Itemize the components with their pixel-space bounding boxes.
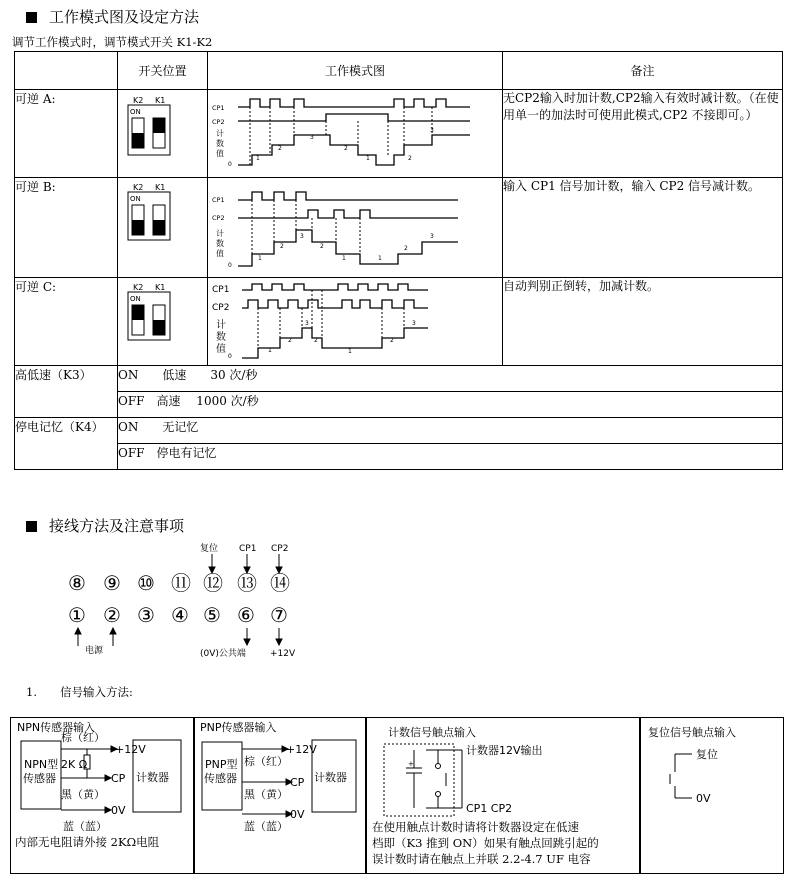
cp2-label: CP2: [212, 303, 230, 313]
reset-label: 复位: [696, 748, 718, 761]
count-char-2: 数: [216, 332, 226, 343]
svg-text:3: 3: [430, 233, 434, 240]
contact-note-3: 误计数时请在触点上并联 2.2-4.7 UF 电容: [372, 852, 591, 866]
contact-title: 计数信号触点输入: [388, 726, 476, 739]
count-char-2: 数: [216, 239, 224, 248]
pin-4: ④: [171, 603, 189, 627]
mode-diagram-b: [208, 178, 503, 278]
svg-text:1: 1: [366, 155, 370, 162]
timing-diagram-c: [208, 278, 502, 362]
pnp-sensor-line2: 传感器: [204, 772, 237, 785]
svg-text:2: 2: [280, 243, 284, 250]
pin-9: ⑨: [103, 571, 121, 595]
timing-diagram-b: [208, 178, 502, 274]
bullet-square-icon: [26, 12, 37, 23]
mode-table: [14, 51, 783, 470]
header-switch-pos: 开关位置: [118, 52, 208, 90]
power-label: 电源: [85, 646, 104, 656]
table-header-row: [15, 52, 783, 90]
svg-text:1: 1: [342, 255, 346, 262]
count-char-3: 值: [216, 249, 224, 258]
remark-b: 输入 CP1 信号加计数，输入 CP2 信号减计数。: [503, 178, 783, 278]
header-empty: [15, 52, 118, 90]
contact-note-2: 档即（K3 推到 ON）如果有触点回跳引起的: [372, 836, 599, 850]
npn-note: 内部无电阻请外接 2KΩ电阻: [15, 835, 160, 849]
pin-3: ③: [137, 603, 155, 627]
cp2-label: CP2: [212, 118, 225, 126]
row-label: 可逆 A:: [15, 90, 118, 178]
cp1-label: CP1: [212, 196, 225, 204]
switch-cell: [118, 278, 208, 366]
pnp-sensor-line1: PNP型: [205, 758, 238, 771]
k2-label: K2: [133, 96, 144, 105]
pin-11: ⑪: [171, 571, 191, 595]
header-remarks: 备注: [503, 52, 783, 90]
mode-diagram-c: [208, 278, 503, 366]
reset-input-box: [639, 717, 784, 874]
table-row: [15, 278, 783, 366]
switch-cell: [118, 178, 208, 278]
pin-1: ①: [68, 603, 86, 627]
section-title-wiring: 接线方法及注意事项: [26, 515, 184, 536]
contact-input-box: [365, 717, 641, 874]
header-mode-diagram: 工作模式图: [208, 52, 503, 90]
npn-wiring-diagram: [11, 718, 194, 873]
npn-counter: 计数器: [136, 771, 169, 784]
speed-off: OFF 高速 1000 次/秒: [118, 392, 783, 418]
npn-title: NPN传感器输入: [17, 721, 96, 734]
reset-wiring-diagram: [640, 718, 783, 873]
contact-cps: CP1 CP2: [466, 802, 513, 815]
contact-out: 计数器12V输出: [466, 744, 543, 757]
plus12-label: +12V: [270, 649, 296, 659]
pin-6: ⑥: [237, 603, 255, 627]
count-char-2: 数: [216, 139, 224, 148]
bullet-square-icon: [26, 521, 37, 532]
reset-pin-label: 复位: [200, 544, 219, 554]
dip-switch-a-icon: [118, 90, 206, 174]
npn-sensor-line2: 传感器: [23, 772, 56, 785]
svg-text:2: 2: [320, 243, 324, 250]
count-char-3: 值: [216, 344, 226, 355]
dip-switch-b-icon: [118, 178, 206, 268]
contact-wiring-diagram: [366, 718, 640, 873]
npn-input-box: [10, 717, 195, 874]
speed-on: ON 低速 30 次/秒: [118, 366, 783, 392]
pnp-input-box: [193, 717, 367, 874]
pin-5: ⑤: [203, 603, 221, 627]
svg-text:1: 1: [348, 348, 352, 355]
pin-diagram: [60, 540, 310, 665]
npn-blue: 蓝（蓝）: [63, 820, 107, 833]
pin-10: ⑩: [137, 571, 155, 595]
zero-label: 0: [228, 161, 232, 168]
svg-text:2: 2: [404, 245, 408, 252]
section-subtitle: 调节工作模式时，调节模式开关 K1-K2: [12, 35, 213, 49]
row-label: 可逆 C:: [15, 278, 118, 366]
svg-text:1: 1: [256, 155, 260, 162]
contact-note-1: 在使用触点计数时请将计数器设定在低速: [372, 820, 579, 834]
k2-label: K2: [133, 283, 144, 292]
memory-off: OFF 停电有记忆: [118, 444, 783, 470]
count-char-3: 值: [216, 149, 224, 158]
pin-8: ⑧: [68, 571, 86, 595]
svg-text:2: 2: [288, 337, 292, 344]
pnp-12v: +12V: [286, 743, 317, 756]
remark-c: 自动判别正倒转，加减计数。: [503, 278, 783, 366]
table-row: [15, 392, 783, 418]
section-title-modes: 工作模式图及设定方法: [26, 6, 199, 27]
svg-text:2: 2: [408, 155, 412, 162]
npn-black: 黑（黄）: [61, 788, 105, 801]
reset-0v: 0V: [696, 792, 711, 805]
table-row: [15, 444, 783, 470]
svg-text:3: 3: [430, 127, 434, 134]
count-char-1: 计: [216, 229, 224, 238]
cp2-pin-label: CP2: [271, 544, 289, 554]
svg-text:2: 2: [314, 337, 318, 344]
cp1-label: CP1: [212, 104, 225, 112]
npn-cp: CP: [111, 772, 126, 785]
svg-text:+: +: [408, 760, 414, 768]
timing-diagram-a: [208, 90, 502, 174]
speed-label: 高低速（K3）: [15, 366, 118, 418]
table-row: [15, 418, 783, 444]
pnp-blue: 蓝（蓝）: [244, 820, 288, 833]
cp1-label: CP1: [212, 285, 230, 295]
zero-label: 0: [228, 353, 232, 360]
pnp-brown: 棕（红）: [244, 755, 288, 768]
zero-label: 0: [228, 262, 232, 269]
signal-input-title: 1. 信号输入方法:: [26, 685, 133, 699]
svg-text:3: 3: [305, 320, 309, 327]
memory-label: 停电记忆（K4）: [15, 418, 118, 470]
pnp-cp: CP: [290, 776, 305, 789]
table-row: [15, 178, 783, 278]
k2-label: K2: [133, 183, 144, 192]
memory-on: ON 无记忆: [118, 418, 783, 444]
svg-text:3: 3: [310, 134, 314, 141]
k1-label: K1: [155, 283, 166, 292]
svg-text:3: 3: [300, 233, 304, 240]
svg-text:3: 3: [412, 320, 416, 327]
pnp-wiring-diagram: [194, 718, 366, 873]
npn-12v: +12V: [115, 743, 146, 756]
on-label: ON: [130, 108, 141, 116]
on-label: ON: [130, 195, 141, 203]
svg-text:2: 2: [390, 337, 394, 344]
common-label: (0V)公共端: [200, 649, 246, 659]
pin-2: ②: [103, 603, 121, 627]
table-row: [15, 90, 783, 178]
k1-label: K1: [155, 96, 166, 105]
svg-text:1: 1: [258, 255, 262, 262]
pnp-title: PNP传感器输入: [200, 721, 277, 734]
mode-diagram-a: [208, 90, 503, 178]
dip-switch-c-icon: [118, 278, 206, 362]
pnp-black: 黑（黄）: [244, 788, 288, 801]
pin-13: ⑬: [237, 571, 257, 595]
on-label: ON: [130, 295, 141, 303]
count-char-1: 计: [216, 320, 226, 331]
cp1-pin-label: CP1: [239, 544, 257, 554]
k1-label: K1: [155, 183, 166, 192]
switch-cell: [118, 90, 208, 178]
count-char-1: 计: [216, 129, 224, 138]
svg-text:2: 2: [278, 145, 282, 152]
npn-resistor: 2K Ω: [61, 758, 88, 771]
svg-text:1: 1: [268, 347, 272, 354]
pin-12: ⑫: [203, 571, 223, 595]
npn-0v: 0V: [111, 804, 126, 817]
reset-title: 复位信号触点输入: [648, 726, 736, 739]
remark-a: 无CP2输入时加计数,CP2输入有效时减计数。（在使用单一的加法时可使用此模式,CP2 不接即可。）: [503, 90, 783, 178]
svg-text:1: 1: [378, 255, 382, 262]
pin-7: ⑦: [270, 603, 288, 627]
npn-brown: 棕（红）: [61, 731, 105, 744]
svg-text:2: 2: [344, 145, 348, 152]
row-label: 可逆 B:: [15, 178, 118, 278]
pnp-0v: 0V: [290, 808, 305, 821]
npn-sensor-line1: NPN型: [24, 758, 59, 771]
cp2-label: CP2: [212, 214, 225, 222]
pin-14: ⑭: [270, 571, 290, 595]
table-row: [15, 366, 783, 392]
pnp-counter: 计数器: [314, 771, 347, 784]
